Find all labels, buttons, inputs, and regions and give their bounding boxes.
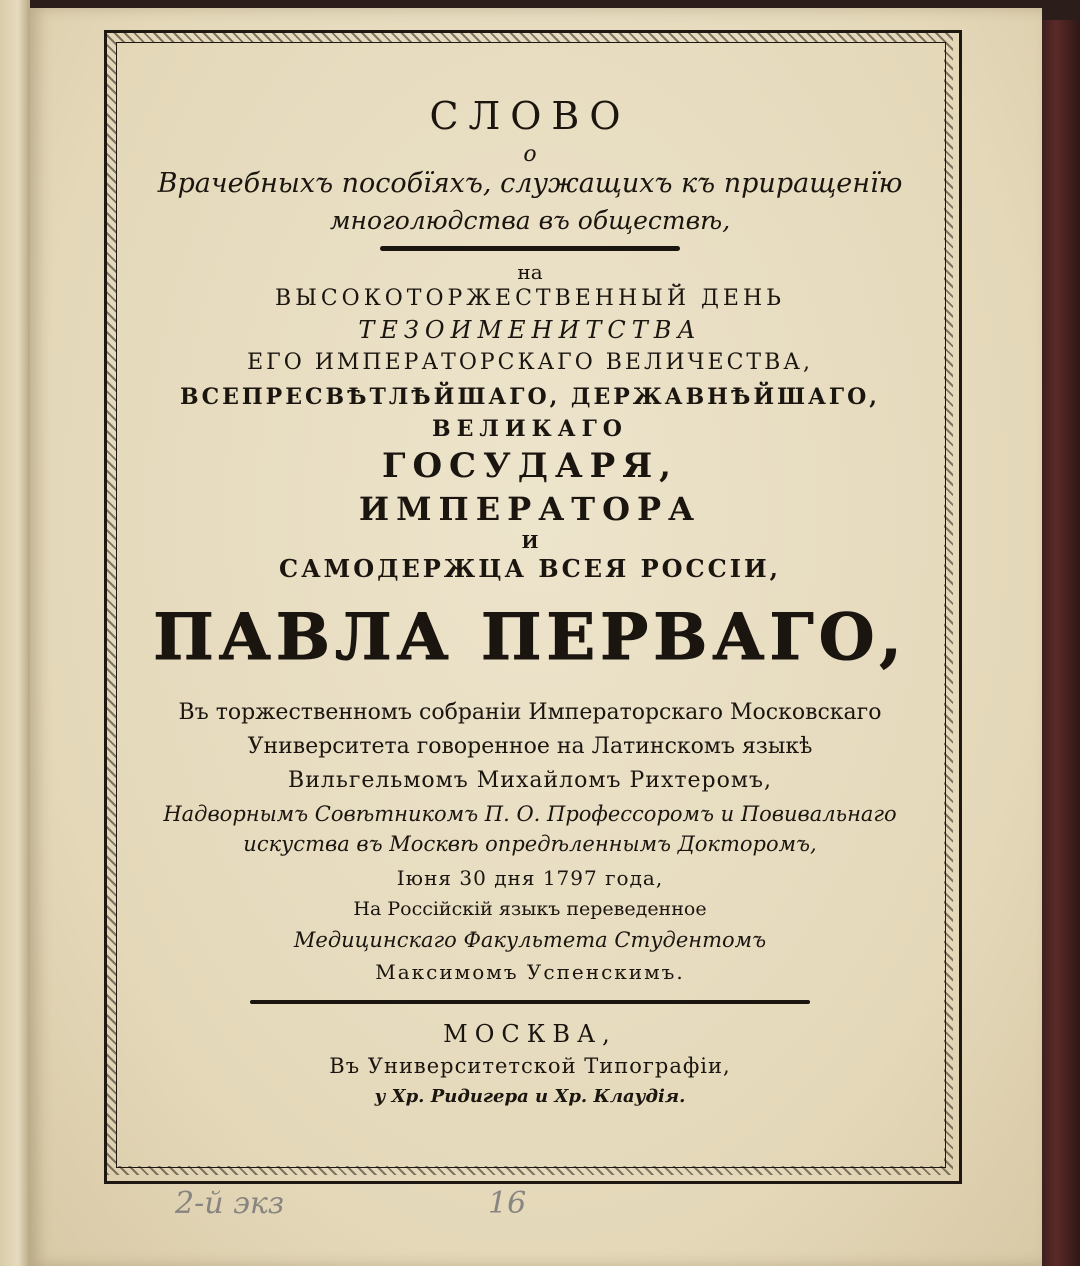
translator-title: Медицинскаго Факультета Студентомъ — [293, 928, 767, 952]
handwritten-note: 2-й экз — [175, 1186, 285, 1221]
book-binding — [1040, 20, 1080, 1266]
occasion-line-5: ВЕЛИКАГО — [432, 416, 628, 442]
occasion-line-8: САМОДЕРЖЦА ВСЕЯ РОССІИ, — [279, 554, 781, 583]
conjunction: И — [521, 532, 539, 553]
handwritten-number: 16 — [488, 1186, 527, 1221]
imprint-city: МОСКВА, — [443, 1020, 617, 1048]
subtitle-line-2: многолюдства въ обществѣ, — [329, 206, 731, 235]
adjacent-page-edge — [0, 0, 30, 1266]
author-title-2: искуства въ Москвѣ опредѣленнымъ Докторомъ, — [243, 832, 817, 856]
preposition: о — [523, 142, 537, 167]
author-title-1: Надворнымъ Совѣтникомъ П. О. Профессоромъ и Повивальнаго — [163, 802, 897, 826]
translation-note: На Россiйскiй языкъ переведенное — [353, 898, 707, 920]
occasion-line-3: ЕГО ИМПЕРАТОРСКАГО ВЕЛИЧЕСТВА, — [247, 350, 813, 375]
divider-rule-bottom — [250, 1000, 810, 1004]
author-name: Вильгельмомъ Михайломъ Рихтеромъ, — [288, 768, 772, 793]
occasion-line-2: ТЕЗОИМЕНИТСТВА — [358, 316, 702, 344]
translator-name: Максимомъ Успенскимъ. — [375, 960, 685, 984]
subtitle-line-1: Врачебныхъ пособїяхъ, служащихъ къ приращенїю — [157, 168, 903, 199]
title-page-text — [130, 60, 930, 1150]
preposition-on: на — [517, 260, 543, 284]
body-line-2: Университета говоренное на Латинскомъ языкѣ — [247, 734, 813, 759]
divider-rule-top — [380, 246, 680, 251]
body-line-1: Въ торжественномъ собранiи Императорскаго Московскаго — [178, 700, 882, 725]
emperor-name: ПАВЛА ПЕРВАГО, — [153, 600, 907, 675]
occasion-line-1: ВЫСОКОТОРЖЕСТВЕННЫЙ ДЕНЬ — [275, 286, 785, 311]
occasion-line-7: ИМПЕРАТОРА — [358, 490, 702, 528]
imprint-press: Въ Университетской Типографiи, — [329, 1054, 731, 1078]
speech-date: Iюня 30 дня 1797 года, — [396, 866, 664, 890]
occasion-line-6: ГОСУДАРЯ, — [381, 446, 679, 486]
imprint-printers: у Хр. Ридигера и Хр. Клаудiя. — [374, 1086, 686, 1107]
occasion-line-4: ВСЕПРЕСВѢТЛѢЙШАГО, ДЕРЖАВНѢЙШАГО, — [180, 384, 880, 410]
work-title: СЛОВО — [429, 94, 631, 138]
